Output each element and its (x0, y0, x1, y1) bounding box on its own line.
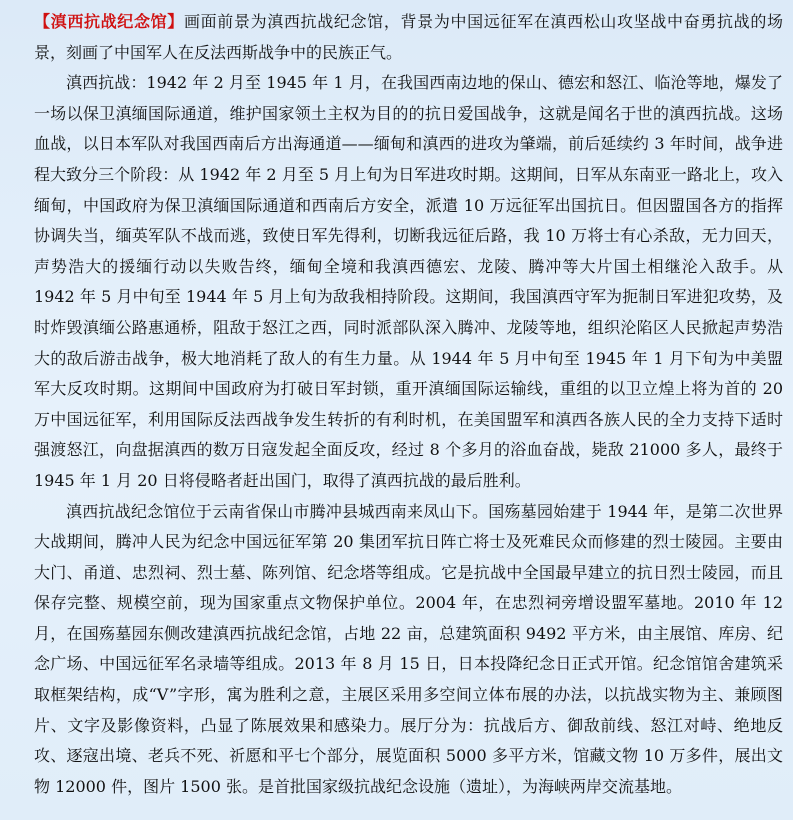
museum-title-highlight: 【滇西抗战纪念馆】 (34, 12, 184, 31)
intro-text: 画面前景为滇西抗战纪念馆，背景为中国远征军在滇西松山攻坚战中奋勇抗战的场景，刻画了中国军人在反法西斯战争中的民族正气。 (34, 12, 783, 62)
western-yunnan-war-paragraph: 滇西抗战：1942 年 2 月至 1945 年 1 月，在我国西南边地的保山、德宏和怒江、临沧等地，爆发了一场以保卫滇缅国际通道，维护国家领土主权为目的的抗日爱国战争，这就是闻名于世的滇西抗战。这场血战，以日本军队对我国西南后方出海通道——缅甸和滇西的进攻为肇端，前后延续约 3 年时间，战争进程大致分三个阶段：从 1942 年 2 月至 5 月上旬为日军进攻时期。这期间，日军从东南亚一路北上，攻入缅甸，中国政府为保卫滇缅国际通道和西南后方安全，派遣 10 万远征军出国抗日。但因盟国各方的指挥协调失当，缅英军队不战而逃，致使日军先得利，切断我远征后路，我 10 万将士有心杀敌，无力回天，声势浩大的援缅行动以失败告终，缅甸全境和我滇西德宏、龙陵、腾冲等大片国土相继沦入敌手。从 1942 年 5 月中旬至 1944 年 5 月上旬为敌我相持阶段。这期间，我国滇西守军为扼制日军进犯攻势，及时炸毁滇缅公路惠通桥，阻敌于怒江之西，同时派部队深入腾冲、龙陵等地，组织沦陷区人民掀起声势浩大的敌后游击战争，极大地消耗了敌人的有生力量。从 1944 年 5 月中旬至 1945 年 1 月下旬为中美盟军大反攻时期。这期间中国政府为打破日军封锁，重开滇缅国际运输线，重组的以卫立煌上将为首的 20 万中国远征军，利用国际反法西战争发生转折的有利时机，在美国盟军和滇西各族人民的全力支持下适时强渡怒江，向盘据滇西的数万日寇发起全面反攻，经过 8 个多月的浴血奋战，毙敌 21000 多人，最终于 1945 年 1 月 20 日将侵略者赶出国门，取得了滇西抗战的最后胜利。 (34, 73, 783, 490)
museum-description-paragraph: 滇西抗战纪念馆位于云南省保山市腾冲县城西南来凤山下。国殇墓园始建于 1944 年，是第二次世界大战期间，腾冲人民为纪念中国远征军第 20 集团军抗日阵亡将士及死难民众而修建的烈士陵园。主要由大门、甬道、忠烈祠、烈士墓、陈列馆、纪念塔等组成。它是抗战中全国最早建立的抗日烈士陵园，而且保存完整、规模空前，现为国家重点文物保护单位。2004 年，在忠烈祠旁增设盟军墓地。2010 年 12 月，在国殇墓园东侧改建滇西抗战纪念馆，占地 22 亩，总建筑面积 9492 平方米，由主展馆、库房、纪念广场、中国远征军名录墙等组成。2013 年 8 月 15 日，日本投降纪念日正式开馆。纪念馆馆舍建筑采取框架结构，成“V”字形，寓为胜利之意，主展区采用多空间立体布展的办法，以抗战实物为主、兼顾图片、文字及影像资料，凸显了陈展效果和感染力。展厅分为：抗战后方、御敌前线、怒江对峙、绝地反攻、逐寇出境、老兵不死、祈愿和平七个部分，展览面积 5000 多平方米，馆藏文物 10 万多件，展出文物 12000 件，图片 1500 张。是首批国家级抗战纪念设施（遗址），为海峡两岸交流基地。 (34, 501, 783, 796)
intro-paragraph (34, 7, 783, 68)
